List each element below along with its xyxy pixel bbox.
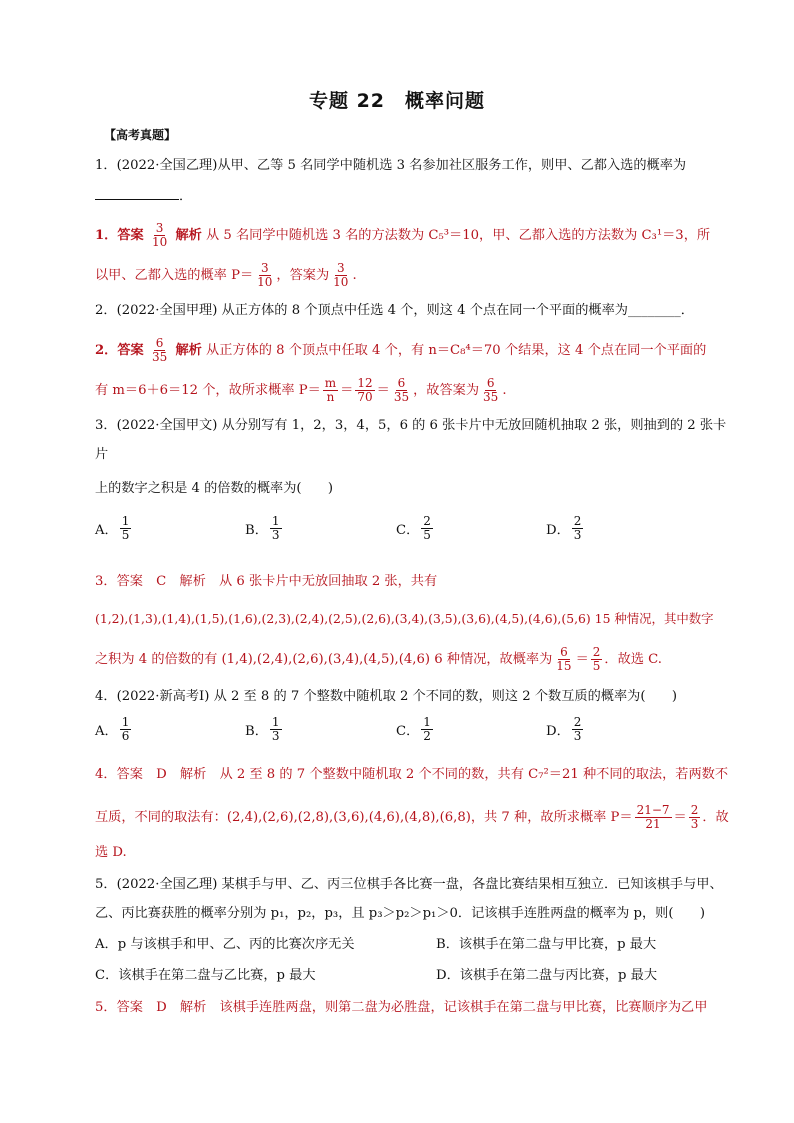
q5-option-b[interactable]: B．该棋手在第二盘与甲比赛，p 最大 <box>436 937 657 952</box>
q5-option-a[interactable]: A．p 与该棋手和甲、乙、丙的比赛次序无关 <box>95 937 355 952</box>
q3-stem-line3: 上的数字之积是 4 的倍数的概率为( ) <box>95 481 334 496</box>
q3-stem-line2: 片 <box>95 447 109 462</box>
q5-option-c[interactable]: C．该棋手在第二盘与乙比赛，p 最大 <box>95 968 316 983</box>
q2-stem-line1: 2．(2022·全国甲理) 从正方体的 8 个顶点中任选 4 个，则这 4 个点在同一个平面的概率为________． <box>95 303 694 318</box>
q2-answer-line1: 2．答案 $\frac{6}{35}$ 解析 从正方体的 8 个顶点中任取 4 个，有 n＝C₈⁴＝70 个结果，这 4 个点在同一个平面的 <box>95 336 707 364</box>
q4-option-b[interactable]: B． $\frac{1}{3}$ <box>245 715 280 743</box>
q5-option-d[interactable]: D．该棋手在第二盘与丙比赛，p 最大 <box>436 968 658 983</box>
q4-answer-line2: 互质，不同的取法有：(2,4),(2,6),(2,8),(3,6),(4,6),(4,8),(6,8)，共 7 种，故所求概率 P＝ $\frac{21-7}{21}$ ＝ $\frac{2}{3}$ ．故 <box>95 803 729 831</box>
q4-answer-line1: 4．答案 D 解析 从 2 至 8 的 7 个整数中随机取 2 个不同的数，共有 C₇²＝21 种不同的取法，若两数不 <box>95 767 729 782</box>
q4-answer-line3: 选 D. <box>95 845 127 860</box>
q1-answer-line1: 1．答案 $\frac{3}{10}$ 解析 从 5 名同学中随机选 3 名的方法数为 C₅³＝10，甲、乙都入选的方法数为 C₃¹＝3，所 <box>95 221 711 249</box>
q3-answer-line1: 3．答案 C 解析 从 6 张卡片中无放回抽取 2 张，共有 <box>95 574 438 589</box>
q3-answer-line3: 之积为 4 的倍数的有 (1,4),(2,4),(2,6),(3,4),(4,5),(4,6) 6 种情况，故概率为 $\frac{6}{15}$ ＝ $\frac{2}{5}$ ．故选 C. <box>95 645 662 673</box>
page-title: 专题 22 概率问题 <box>308 90 486 112</box>
answer-blank <box>95 187 179 200</box>
q3-option-c[interactable]: C． $\frac{2}{5}$ <box>396 514 431 542</box>
q1-answer-line2: 以甲、乙都入选的概率 P＝ $\frac{3}{10}$ ，答案为 $\frac{3}{10}$ . <box>95 261 357 289</box>
q5-stem-line2: 乙、丙比赛获胜的概率分别为 p₁，p₂，p₃，且 p₃＞p₂＞p₁＞0．记该棋手连胜两盘的概率为 p，则( ) <box>95 906 706 921</box>
q5-answer-line1: 5．答案 D 解析 该棋手连胜两盘，则第二盘为必胜盘，记该棋手在第二盘与甲比赛，比赛顺序为乙甲 <box>95 1000 708 1015</box>
q1-stem-line2: ． <box>95 187 192 206</box>
q2-answer-line2: 有 m＝6＋6＝12 个，故所求概率 P＝ $\frac{m}{n}$ ＝ $\frac{12}{70}$ ＝ $\frac{6}{35}$ ，故答案为 $\frac{6}{35}$ . <box>95 376 507 404</box>
q4-option-a[interactable]: A． $\frac{1}{6}$ <box>95 715 130 743</box>
q3-option-b[interactable]: B． $\frac{1}{3}$ <box>245 514 280 542</box>
q3-stem-line1: 3．(2022·全国甲文) 从分别写有 1，2，3，4，5，6 的 6 张卡片中无放回随机抽取 2 张，则抽到的 2 张卡 <box>95 418 727 433</box>
section-heading: 【高考真题】 <box>104 128 177 142</box>
q1-stem-line1: 1．(2022·全国乙理)从甲、乙等 5 名同学中随机选 3 名参加社区服务工作，则甲、乙都入选的概率为 <box>95 158 687 173</box>
q4-option-d[interactable]: D． $\frac{2}{3}$ <box>546 715 582 743</box>
q4-stem-line1: 4．(2022·新高考Ⅰ) 从 2 至 8 的 7 个整数中随机取 2 个不同的数，则这 2 个数互质的概率为( ) <box>95 689 677 704</box>
q3-option-d[interactable]: D． $\frac{2}{3}$ <box>546 514 582 542</box>
q5-stem-line1: 5．(2022·全国乙理) 某棋手与甲、乙、丙三位棋手各比赛一盘，各盘比赛结果相互独立．已知该棋手与甲、 <box>95 877 723 892</box>
q3-option-a[interactable]: A． $\frac{1}{5}$ <box>95 514 130 542</box>
q4-option-c[interactable]: C． $\frac{1}{2}$ <box>396 715 431 743</box>
q3-answer-line2: (1,2),(1,3),(1,4),(1,5),(1,6),(2,3),(2,4),(2,5),(2,6),(3,4),(3,5),(3,6),(4,5),(4,6),(5,6) 15 种情况，其中数字 <box>95 611 714 626</box>
fraction: $\frac{3}{10}$ <box>151 221 168 249</box>
